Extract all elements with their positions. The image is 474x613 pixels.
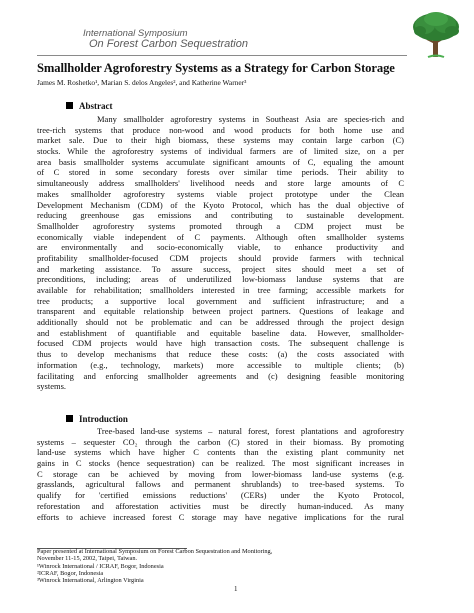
abstract-heading-text: Abstract bbox=[79, 101, 113, 111]
text-line: available for rehabilitation; smallholders interested in tree farming; accessible markets for bbox=[37, 285, 404, 295]
footnote-line: November 11-15, 2002, Taipei, Taiwan. bbox=[37, 555, 138, 563]
text-line: tree-rich systems that produce non-wood and wood products for both home use and bbox=[37, 124, 404, 135]
tree-logo-icon bbox=[410, 10, 462, 60]
bullet-square-icon bbox=[66, 415, 73, 422]
footnote-line: ²ICRAF, Bogor, Indonesia bbox=[37, 569, 104, 577]
text-line: makes smallholder agroforestry systems viable project prototype under the Clean bbox=[37, 188, 404, 199]
text-line: area basis smallholder systems accumulate significant amounts of C, equaling the amount bbox=[37, 156, 404, 167]
author-list: James M. Roshetko¹, Marian S. delos Angeles², and Katherine Warner³ bbox=[37, 78, 247, 87]
footnote-line: Paper presented at International Symposium on Forest Carbon Sequestration and Monitoring, bbox=[37, 548, 273, 555]
text-line: focused CDM projects would have high transaction costs. The subsequent challenge is bbox=[37, 338, 404, 349]
footnote-line: ³Winrock International, Arlington Virginia bbox=[37, 577, 144, 585]
text-line: stocks. While the agroforestry systems of individual farmers are of limited size, on a per bbox=[37, 146, 404, 157]
text-line: are environmentally and socio-economically viable, to enhance productivity and bbox=[37, 242, 404, 253]
text-line: Many smallholder agroforestry systems in Southeast Asia are species-rich and bbox=[97, 114, 404, 124]
text-line: reforestation and afforestation activities must be directly human-induced. As many bbox=[37, 500, 404, 511]
text-line: reducing greenhouse gas emissions and contributing to sustainable development. bbox=[37, 210, 404, 221]
text-line: profitability smallholder-focused CDM projects should provide farmers with technical bbox=[37, 252, 404, 263]
text-line: and marketing assistance. To assure success, project sites should meet a set of bbox=[37, 263, 404, 274]
text-line: grasslands, agricultural fallows and permanent shrublands) to tree-based systems. To bbox=[37, 479, 404, 490]
abstract-body bbox=[37, 114, 404, 392]
page-number: 1 bbox=[234, 585, 238, 593]
header-line-1: International Symposium bbox=[83, 28, 188, 39]
introduction-heading-text: Introduction bbox=[79, 414, 128, 424]
text-line: C storage can be achieved by moving from lower-biomass land-use systems (e.g. bbox=[37, 468, 404, 479]
paper-title: Smallholder Agroforestry Systems as a Strategy for Carbon Storage bbox=[37, 61, 395, 75]
text-line: of C stored in some secondary forests over similar time periods. Their ability to bbox=[37, 167, 404, 178]
text-line: simultaneously address smallholders' livelihood needs and store large amounts of C bbox=[37, 178, 404, 189]
text-line: facilitating and enforcing smallholder agreements and (c) designing feasible monitoring bbox=[37, 370, 404, 381]
text-line: information (e.g., technology, markets) more accessible to multiple clients; (b) bbox=[37, 359, 404, 370]
text-line: Tree-based land-use systems – natural forest, forest plantations and agroforestry bbox=[97, 426, 404, 436]
text-line: thus to develop mechanisms that reduce these costs: (a) the costs associated with bbox=[37, 349, 404, 360]
text-line: transparent and equitable relationship between project partners. Questions of leakage and bbox=[37, 306, 404, 317]
introduction-heading bbox=[66, 414, 128, 424]
text-line: preconditions, including; areas of underutilized low-biomass landuse systems that are bbox=[37, 274, 404, 285]
text-line: efforts to achieve increased forest C storage may have negative implications for the rural bbox=[37, 511, 404, 522]
text-line: systems. bbox=[37, 381, 67, 392]
text-line: gains in C stocks (hence sequestration) can be realized. The most significant increases in bbox=[37, 458, 404, 469]
header-rule bbox=[37, 55, 407, 56]
introduction-body bbox=[37, 426, 404, 522]
text-line: tree products; a supportive local government and sufficient infrastructure; and a bbox=[37, 295, 404, 306]
text-line: economically viable independent of C payments. Although often smallholder systems bbox=[37, 231, 404, 242]
header-line-2: On Forest Carbon Sequestration bbox=[89, 38, 248, 50]
text-line: systems – sequester CO₂ through the carbon (C) stored in their biomass. By promoting bbox=[37, 436, 404, 447]
footnotes bbox=[37, 548, 407, 584]
footnote-line: ¹Winrock International / ICRAF, Bogor, Indonesia bbox=[37, 562, 164, 570]
text-line: and establishment of quantifiable and equitable baseline data. However, smallholder- bbox=[37, 327, 404, 338]
abstract-heading bbox=[66, 101, 113, 111]
bullet-square-icon bbox=[66, 102, 73, 109]
text-line: land-use systems which have higher C contents than the existing plant community net bbox=[37, 447, 404, 458]
text-line: Development Mechanism (CDM) of the Kyoto Protocol, which has the dual objective of bbox=[37, 199, 404, 210]
text-line: qualify for 'certified emissions reductions' (CERs) under the Kyoto Protocol, bbox=[37, 490, 404, 501]
text-line: Smallholder agroforestry systems promoted through a CDM project must be bbox=[37, 220, 404, 231]
text-line: market sale. Due to their high biomass, these systems may contain large carbon (C) bbox=[37, 135, 404, 146]
text-line: additionally should not be problematic and can be addressed through the project design bbox=[37, 317, 404, 328]
